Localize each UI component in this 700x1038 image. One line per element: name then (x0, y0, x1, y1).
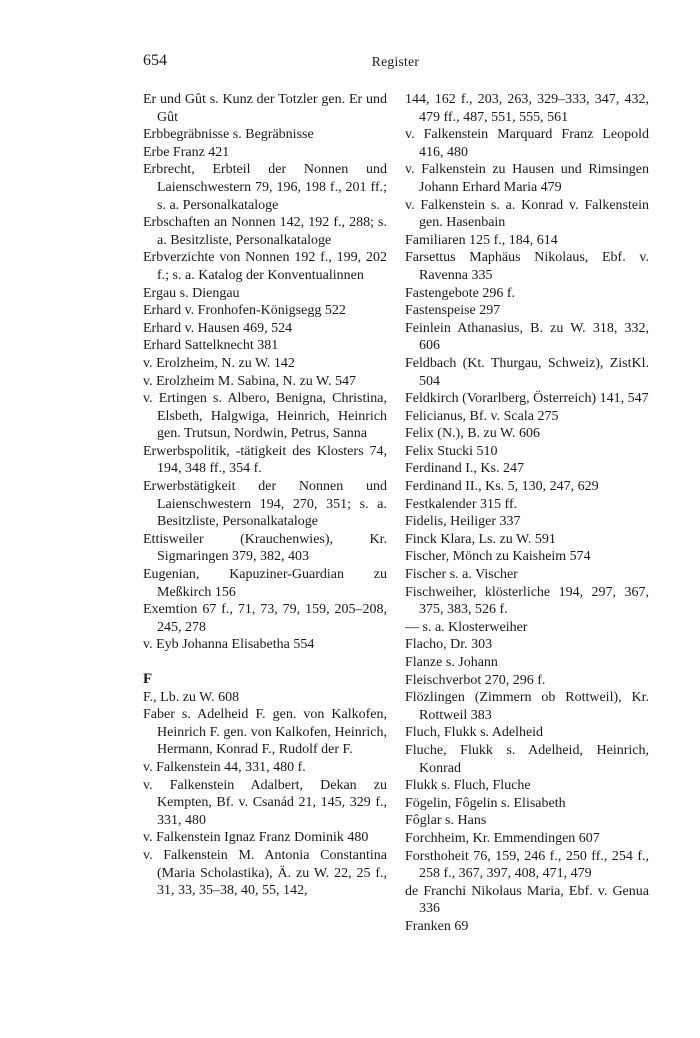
index-entry: v. Falkenstein Marquard Franz Leopold 416, 480 (405, 127, 649, 160)
index-entry: Finck Klara, Ls. zu W. 591 (405, 531, 556, 547)
index-entry: Erwerbspolitik, -tätigkeit des Klosters 74, 194, 348 ff., 354 f. (143, 443, 387, 477)
index-entry: Flözlingen (Zimmern ob Rottweil), Kr. Rottweil 383 (405, 690, 649, 723)
index-entry: Ergau s. Diengau (143, 285, 240, 301)
index-entry: Fleischverbot 270, 296 f. (405, 672, 546, 688)
left-column (143, 91, 387, 900)
index-entry: Fastengebote 296 f. (405, 285, 516, 301)
index-entry: de Franchi Nikolaus Maria, Ebf. v. Genua 336 (405, 883, 649, 917)
index-entry: Forchheim, Kr. Emmendingen 607 (405, 830, 600, 846)
index-entry: Fischweiher, klösterliche 194, 297, 367, 375, 383, 526 f. (405, 584, 649, 618)
page-number: 654 (143, 52, 167, 69)
index-entry: Felicianus, Bf. v. Scala 275 (405, 408, 559, 424)
index-entry: Erhard v. Fronhofen-Königsegg 522 (143, 303, 346, 319)
page-header (143, 52, 648, 74)
index-entry: v. Falkenstein s. a. Konrad v. Falkenstein gen. Hasenbain (405, 197, 649, 231)
index-entry: Ferdinand I., Ks. 247 (405, 461, 524, 477)
index-entry: Erbschaften an Nonnen 142, 192 f., 288; s. a. Besitzliste, Personalkataloge (143, 215, 387, 248)
index-entry: v. Erolzheim, N. zu W. 142 (143, 355, 295, 371)
index-entry: Fidelis, Heiliger 337 (405, 514, 521, 530)
index-entry: Erbrecht, Erbteil der Nonnen und Laienschwestern 79, 196, 198 f., 201 ff.; s. a. Personalkataloge (143, 162, 387, 213)
index-entry: Felix (N.), B. zu W. 606 (405, 426, 540, 442)
index-entry: v. Falkenstein 44, 331, 480 f. (143, 759, 306, 775)
index-entry-continued: 144, 162 f., 203, 263, 329–333, 347, 432, 479 ff., 487, 551, 555, 561 (405, 92, 649, 125)
index-entry: Fluch, Flukk s. Adelheid (405, 725, 544, 741)
index-entry: Flanze s. Johann (405, 655, 498, 670)
index-entry: Fluche, Flukk s. Adelheid, Heinrich, Konrad (405, 742, 649, 776)
index-entry: v. Erolzheim M. Sabina, N. zu W. 547 (143, 373, 356, 389)
index-entry: Flukk s. Fluch, Fluche (405, 778, 531, 794)
index-entry: Ettisweiler (Krauchenwies), Kr. Sigmaringen 379, 382, 403 (143, 531, 387, 565)
index-entry: Familiaren 125 f., 184, 614 (405, 232, 558, 248)
index-entry: Feldbach (Kt. Thurgau, Schweiz), ZistKl. 504 (405, 355, 649, 389)
index-entry: Forsthoheit 76, 159, 246 f., 250 ff., 254 f., 258 f., 367, 397, 408, 471, 479 (405, 848, 649, 882)
running-head: Register (371, 54, 420, 69)
index-entry: Farsettus Maphäus Nikolaus, Ebf. v. Ravenna 335 (405, 250, 649, 283)
index-entry: Ferdinand II., Ks. 5, 130, 247, 629 (405, 479, 599, 495)
right-column (405, 91, 649, 936)
index-entry: Faber s. Adelheid F. gen. von Kalkofen, Heinrich F. gen. von Kalkofen, Heinrich, Hermann, Konrad F., Rudolf der F. (143, 707, 387, 758)
index-entry: Feinlein Athanasius, B. zu W. 318, 332, 606 (405, 320, 649, 354)
index-entry: F., Lb. zu W. 608 (143, 689, 240, 705)
index-entry: Fischer s. a. Vischer (405, 567, 518, 583)
index-entry: Erhard Sattelknecht 381 (143, 338, 279, 354)
index-entry: Eugenian, Kapuziner-Guardian zu Meßkirch 156 (143, 567, 387, 600)
index-entry: v. Falkenstein M. Antonia Constantina (Maria Scholastika), Ä. zu W. 22, 25 f., 31, 33, 35–38, 40, 55, 142, (143, 847, 387, 899)
index-entry: Felix Stucki 510 (405, 443, 498, 459)
index-entry: Fischer, Mönch zu Kaisheim 574 (405, 549, 591, 565)
index-entry: Festkalender 315 ff. (405, 496, 518, 512)
index-entry: Franken 69 (405, 918, 469, 934)
index-entry: Fôglar s. Hans (405, 813, 487, 829)
index-entry: v. Eyb Johanna Elisabetha 554 (143, 637, 315, 653)
index-entry: Exemtion 67 f., 71, 73, 79, 159, 205–208, 245, 278 (143, 602, 387, 635)
entries-after-f (143, 689, 387, 900)
index-entry: v. Falkenstein Adalbert, Dekan zu Kempten, Bf. v. Csanád 21, 145, 329 f., 331, 480 (143, 777, 387, 828)
index-entry: Fögelin, Fôgelin s. Elisabeth (405, 795, 566, 811)
index-entry: Erhard v. Hausen 469, 524 (143, 320, 293, 336)
index-entry: v. Falkenstein Ignaz Franz Dominik 480 (143, 830, 369, 846)
entries-before-f (143, 91, 387, 654)
index-entry: Erwerbstätigkeit der Nonnen und Laienschwestern 194, 270, 351; s. a. Besitzliste, Personalkataloge (143, 479, 387, 530)
index-entry: Erbverzichte von Nonnen 192 f., 199, 202 f.; s. a. Katalog der Konventualinnen (143, 250, 387, 283)
index-entry: Erbe Franz 421 (143, 144, 230, 160)
index-entry: Feldkirch (Vorarlberg, Österreich) 141, 547 (405, 391, 649, 407)
index-entry: Fastenspeise 297 (405, 303, 501, 319)
index-entry: v. Ertingen s. Albero, Benigna, Christina, Elsbeth, Halgwiga, Heinrich, Heinrich gen. Trutsun, Nordwin, Petrus, Sanna (143, 391, 387, 442)
index-entry: v. Falkenstein zu Hausen und Rimsingen Johann Erhard Maria 479 (405, 162, 649, 195)
index-entry: Flacho, Dr. 303 (405, 637, 493, 653)
section-letter: F (143, 671, 153, 687)
index-entry: Er und Gût s. Kunz der Totzler gen. Er und Gût (143, 92, 387, 125)
index-entry: — s. a. Klosterweiher (405, 619, 528, 635)
index-entry: Erbbegräbnisse s. Begräbnisse (143, 127, 314, 143)
